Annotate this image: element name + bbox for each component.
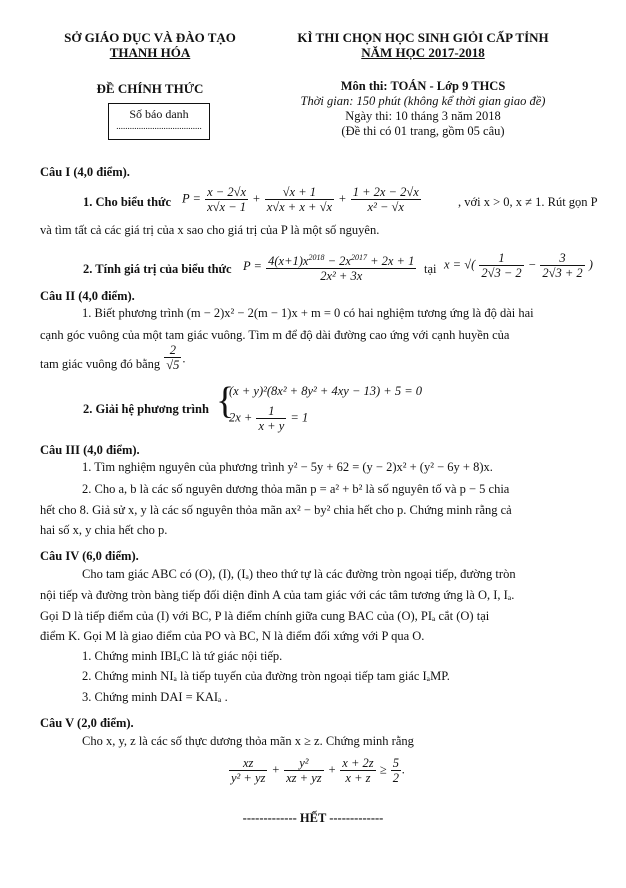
q3-p2-line2: hết cho 8. Giả sử x, y là các số nguyên thỏa mãn ax² − by² chia hết cho p. Chứng minh rằng cả <box>40 503 512 517</box>
candidate-number-label: Số báo danh <box>129 107 189 121</box>
q3-p2-line3: hai số x, y chia hết cho p. <box>40 523 168 537</box>
q4-sub1: 1. Chứng minh IBIₐC là tứ giác nội tiếp. <box>82 649 283 663</box>
subject: Môn thi: TOÁN - Lớp 9 THCS <box>340 79 506 93</box>
q1-p2-mid: tại <box>424 262 437 276</box>
q2-p2-lead: 2. Giải hệ phương trình <box>83 402 209 416</box>
q4-line1: Cho tam giác ABC có (O), (I), (Iₐ) theo thứ tự là các đường tròn ngoại tiếp, đường tròn <box>82 567 516 581</box>
exam-info <box>258 79 588 139</box>
system-brace: { <box>216 380 235 422</box>
q1-title: Câu I (4,0 điểm). <box>40 165 130 179</box>
candidate-number-box <box>108 103 210 140</box>
system-eq2-left: 2x + <box>229 410 253 425</box>
q1-expression: P = $\frac{x - 2√x}{x√x - 1}$ + $\frac{√x + 1}{x√x + x + √x}$ + $\frac{1 + 2x - 2√x}{\text{x² − √x}}$ <box>182 185 419 214</box>
q2-height-fraction: $\frac{2}{√5}$ <box>166 343 180 372</box>
q2-p1-line2: cạnh góc vuông của một tam giác vuông. Tìm m để độ dài đường cao ứng với cạnh huyền của <box>40 328 510 342</box>
q1-p1-tail: và tìm tất cả các giá trị của x sao cho giá trị của P là một số nguyên. <box>40 223 380 237</box>
q1-p1-condition: , với x > 0, x ≠ 1. Rút gọn P <box>458 195 598 209</box>
candidate-number-dots: ...................................... <box>116 121 202 131</box>
official-label: ĐỀ CHÍNH THỨC <box>96 81 204 96</box>
exam-title: KÌ THI CHỌN HỌC SINH GIỎI CẤP TỈNH <box>297 30 549 45</box>
exam-date: Ngày thi: 10 tháng 3 năm 2018 <box>345 109 501 123</box>
q1-part2 <box>40 248 600 292</box>
q2-p1-line1: 1. Biết phương trình (m − 2)x² − 2(m − 1)x + m = 0 có hai nghiệm tương ứng là độ dài hai <box>82 306 534 320</box>
q1-p1-lead: 1. Cho biểu thức <box>83 195 172 209</box>
end-marker: ------------- HẾT ------------- <box>242 811 384 825</box>
q4-title: Câu IV (6,0 điểm). <box>40 549 139 563</box>
q3-p1: 1. Tìm nghiệm nguyên của phương trình y² − 5y + 62 = (y − 2)x² + (y² − 6y + 8)x. <box>82 460 493 474</box>
header-right <box>258 30 588 60</box>
q2-p1-line3-text: tam giác vuông đó bằng <box>40 357 161 372</box>
system-eq2: 2x + $\frac{1}{x + y}$ = 1 <box>229 404 309 433</box>
q3-title: Câu III (4,0 điểm). <box>40 443 140 457</box>
department-name: SỞ GIÁO DỤC VÀ ĐÀO TẠO <box>64 30 236 45</box>
q4-line3: Gọi D là tiếp điểm của (I) với BC, P là điểm chính giữa cung BAC của (O), PIₐ cắt (O) tại <box>40 609 490 623</box>
q5-line1: Cho x, y, z là các số thực dương thỏa mãn x ≥ z. Chứng minh rằng <box>82 734 414 748</box>
province-name: THANH HÓA <box>109 45 191 60</box>
school-year: NĂM HỌC 2017-2018 <box>361 45 485 60</box>
q4-sub3: 3. Chứng minh DAI = KAIₐ . <box>82 690 228 704</box>
system-eq2-right: = 1 <box>290 410 309 425</box>
q2-title: Câu II (4,0 điểm). <box>40 289 135 303</box>
q5-title: Câu V (2,0 điểm). <box>40 716 134 730</box>
q1-part1 <box>40 178 600 224</box>
q4-line2: nội tiếp và đường tròn bàng tiếp đối diện đỉnh A của tam giác với các tâm tương ứng là O, I, Iₐ. <box>40 588 515 602</box>
q4-sub2: 2. Chứng minh NIₐ là tiếp tuyến của đường tròn ngoại tiếp tam giác IₐMP. <box>82 669 450 683</box>
q3-p2-line1: 2. Cho a, b là các số nguyên dương thỏa mãn p = a² + b² là số nguyên tố và p − 5 chia <box>82 482 510 496</box>
system-eq1: (x + y)²(8x² + 8y² + 4xy − 13) + 5 = 0 <box>229 384 423 398</box>
q4-line4: điểm K. Gọi M là giao điểm của PO và BC, N là điểm đối xứng với P qua O. <box>40 629 425 643</box>
q2-p1-line3: tam giác vuông đó bằng $\frac{2}{√5}$ . <box>40 343 186 372</box>
page-note: (Đề thi có 01 trang, gồm 05 câu) <box>341 124 505 138</box>
q2-part2 <box>40 380 600 440</box>
q5-inequality: $\frac{xz}{\text{y² + yz}}$ + $\frac{\text{y²}}{xz + yz}$ + $\frac{x + 2z}{x + z}$ ≥ $\frac{5}{2}$ . <box>231 756 406 785</box>
q1-p2-x-value: x = √( $\frac{1}{2√3 - 2}$ − $\frac{3}{2√3 + 2}$ ) <box>444 251 593 280</box>
duration: Thời gian: 150 phút (không kể thời gian giao đề) <box>300 94 546 108</box>
q1-p2-expression: P = $\frac{4(x+1)x^{2018} - 2x^{2017} + 2x + 1}{\text{2x² + 3x}}$ <box>243 253 415 284</box>
header-left <box>40 30 260 60</box>
q1-p2-lead: 2. Tính giá trị của biểu thức <box>83 262 232 276</box>
